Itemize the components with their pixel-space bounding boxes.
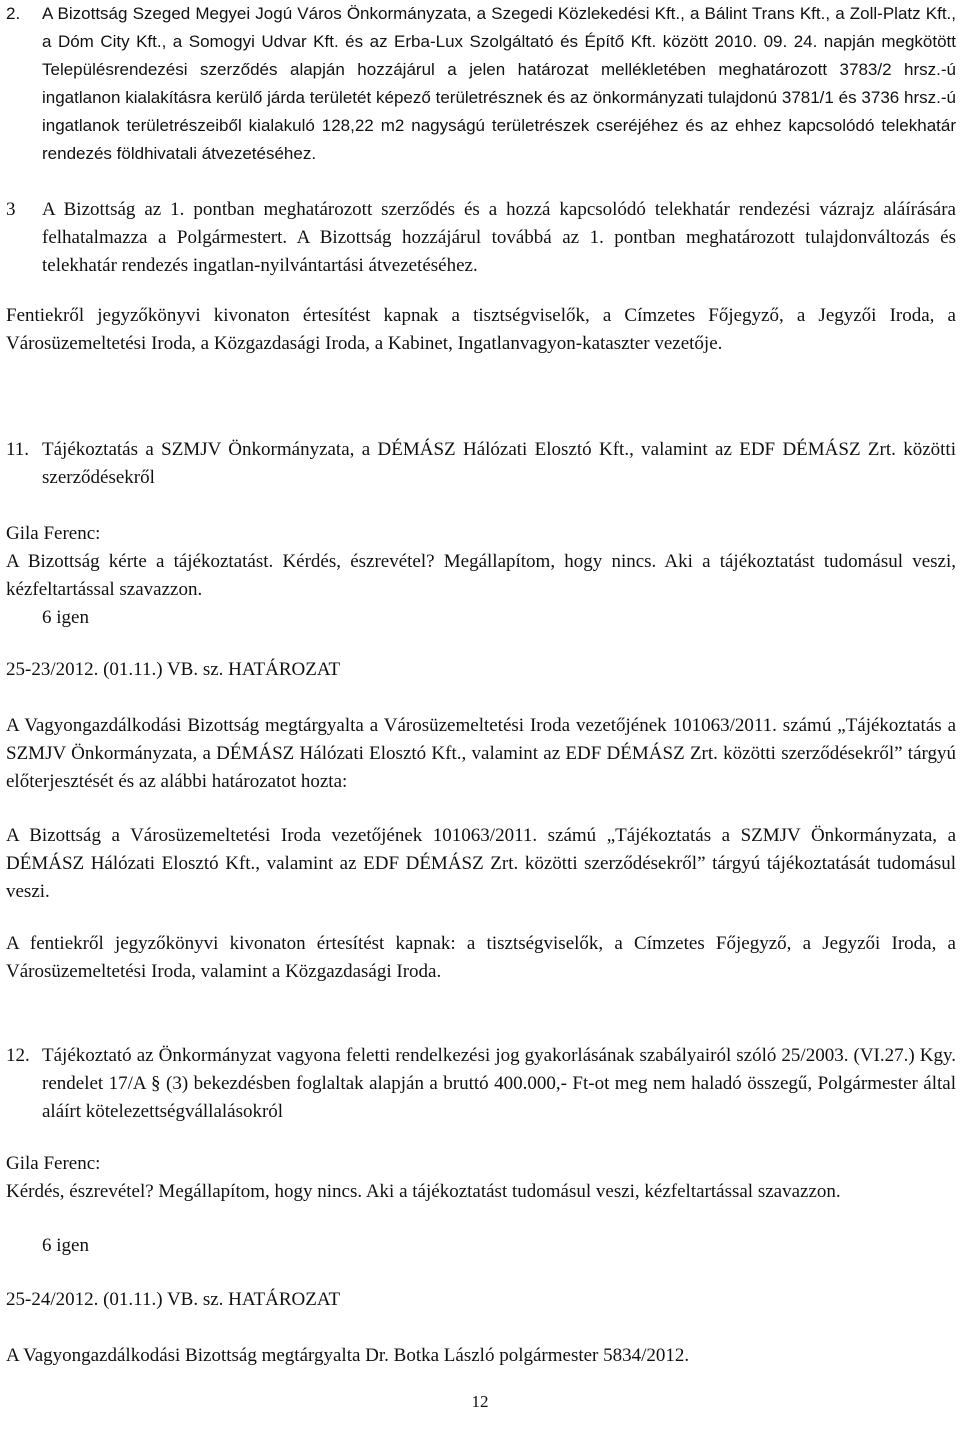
speaker-name: Gila Ferenc:: [6, 1153, 101, 1174]
resolution-id: 25-23/2012. (01.11.) VB. sz. HATÁROZAT: [6, 659, 341, 680]
section-number: 11.: [6, 439, 30, 460]
speaker-name: Gila Ferenc:: [6, 523, 101, 544]
section-number: 12.: [6, 1045, 30, 1066]
speaker-statement: Kérdés, észrevétel? Megállapítom, hogy nincs. Aki a tájékoztatást tudomásul veszi, kézfeltartással szavazzon.: [6, 1181, 841, 1202]
item-text: A Bizottság az 1. pontban meghatározott szerződés és a hozzá kapcsolódó telekhatár rendezési vázrajz aláírására felhatalmazza a Polgármestert. A Bizottság hozzájárul továbbá az 1. pontban meghatározott tulajdonváltozás és telekhatár rendezés ingatlan-nyilvántartási átvezetéséhez.: [42, 199, 956, 276]
section-heading-11: [6, 436, 956, 492]
vote-result: 6 igen: [42, 1235, 89, 1256]
resolution-item-3: [6, 196, 956, 280]
item-number: 3: [6, 199, 16, 220]
resolution-preamble: A Vagyongazdálkodási Bizottság megtárgyalta Dr. Botka László polgármester 5834/2012.: [6, 1345, 690, 1366]
notice-paragraph: Fentiekről jegyzőkönyvi kivonaton értesítést kapnak a tisztségviselők, a Címzetes Főjegyző, a Jegyzői Iroda, a Városüzemeltetési Iroda, a Közgazdasági Iroda, a Kabinet, Ingatlanvagyon-kataszter vezetője.: [6, 305, 956, 354]
section-heading-12: [6, 1042, 956, 1126]
item-number: 2.: [6, 4, 21, 23]
resolution-preamble: A Vagyongazdálkodási Bizottság megtárgyalta a Városüzemeltetési Iroda vezetőjének 101063/2011. számú „Tájékoztatás a SZMJV Önkormányzata, a DÉMÁSZ Hálózati Elosztó Kft., valamint az EDF DÉMÁSZ Zrt. közötti szerződésekről” tárgyú előterjesztését és az alábbi határozatot hozta:: [6, 715, 956, 792]
section-title: Tájékoztatás a SZMJV Önkormányzata, a DÉMÁSZ Hálózati Elosztó Kft., valamint az EDF DÉMÁSZ Zrt. közötti szerződésekről: [42, 439, 956, 488]
resolution-decision: A Bizottság a Városüzemeltetési Iroda vezetőjének 101063/2011. számú „Tájékoztatás a SZMJV Önkormányzata, a DÉMÁSZ Hálózati Elosztó Kft., valamint az EDF DÉMÁSZ Zrt. közötti szerződésekről” tárgyú tájékoztatását tudomásul veszi.: [6, 825, 956, 902]
speaker-statement: A Bizottság kérte a tájékoztatást. Kérdés, észrevétel? Megállapítom, hogy nincs. Aki a tájékoztatást tudomásul veszi, kézfeltartással szavazzon.: [6, 551, 956, 600]
resolution-id: 25-24/2012. (01.11.) VB. sz. HATÁROZAT: [6, 1289, 341, 1310]
item-text: A Bizottság Szeged Megyei Jogú Város Önkormányzata, a Szegedi Közlekedési Kft., a Bálint Trans Kft., a Zoll-Platz Kft., a Dóm City Kft., a Somogyi Udvar Kft. és az Erba-Lux Szolgáltató és Építő Kft. között 2010. 09. 24. napján megkötött Településrendezési szerződés alapján hozzájárul a jelen határozat mellékletében meghatározott 3783/2 hrsz.-ú ingatlanon kialakításra kerülő járda területét képező területrésznek és az önkormányzati tulajdonú 3781/1 és 3736 hrsz.-ú ingatlanok területrészeiből kialakuló 128,22 m2 nagyságú területrészek cseréjéhez és az ehhez kapcsolódó telekhatár rendezés földhivatali átvezetéséhez.: [42, 4, 956, 163]
resolution-item-2: [6, 0, 956, 168]
section-title: Tájékoztató az Önkormányzat vagyona feletti rendelkezési jog gyakorlásának szabályairól szóló 25/2003. (VI.27.) Kgy. rendelet 17/A § (3) bekezdésben foglaltak alapján a bruttó 400.000,- Ft-ot meg nem haladó összegű, Polgármester által aláírt kötelezettségvállalásokról: [42, 1045, 956, 1122]
vote-result: 6 igen: [42, 607, 89, 628]
page-number: 12: [471, 1392, 489, 1411]
resolution-notice: A fentiekről jegyzőkönyvi kivonaton értesítést kapnak: a tisztségviselők, a Címzetes Főjegyző, a Jegyzői Iroda, a Városüzemeltetési Iroda, valamint a Közgazdasági Iroda.: [6, 933, 956, 982]
